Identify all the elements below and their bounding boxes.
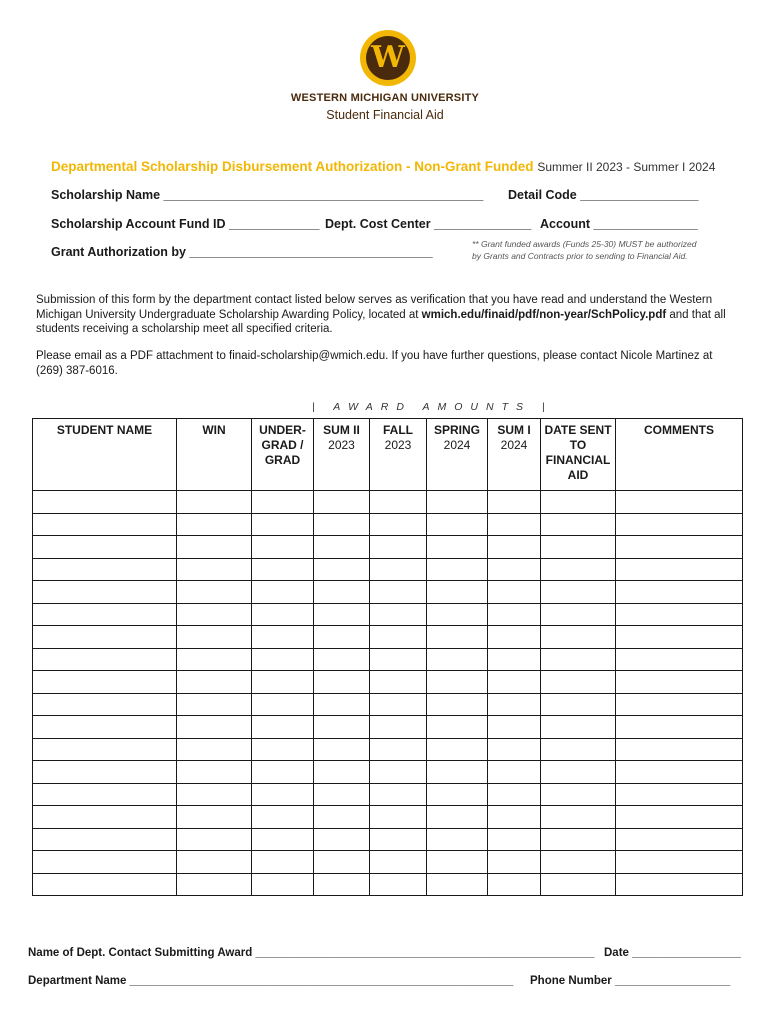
column-header-label: WIN	[202, 423, 226, 437]
column-header	[33, 419, 177, 491]
table-cell[interactable]	[314, 806, 370, 829]
table-cell[interactable]	[252, 648, 314, 671]
table-cell[interactable]	[177, 491, 252, 514]
table-cell[interactable]	[427, 828, 488, 851]
dept-contact-field[interactable]: Name of Dept. Contact Submitting Award _____________________________________________________	[28, 947, 595, 959]
table-cell[interactable]	[488, 648, 541, 671]
table-cell[interactable]	[177, 626, 252, 649]
scholarship-name-field[interactable]: Scholarship Name ______________________________________________	[51, 188, 484, 202]
table-cell[interactable]	[370, 761, 427, 784]
table-cell[interactable]	[541, 873, 616, 896]
table-cell[interactable]	[427, 671, 488, 694]
table-cell[interactable]	[252, 558, 314, 581]
column-header-year: 2023	[384, 438, 412, 452]
table-cell[interactable]	[616, 581, 743, 604]
table-cell[interactable]	[616, 851, 743, 874]
table-cell[interactable]	[370, 783, 427, 806]
table-cell[interactable]	[33, 716, 177, 739]
table-cell[interactable]	[488, 513, 541, 536]
column-header	[616, 419, 743, 491]
table-cell[interactable]	[177, 873, 252, 896]
table-cell[interactable]	[616, 738, 743, 761]
table-cell[interactable]	[252, 851, 314, 874]
wmu-logo	[360, 30, 416, 86]
table-cell[interactable]	[370, 536, 427, 559]
table-cell[interactable]	[541, 783, 616, 806]
account-field[interactable]: Account _______________	[540, 217, 698, 231]
table-cell[interactable]	[177, 558, 252, 581]
contact-paragraph: Please email as a PDF attachment to finaid-scholarship@wmich.edu. If you have further questions, please contact Nicole Martinez at (269) 387-6016.	[36, 350, 713, 377]
table-cell[interactable]	[314, 513, 370, 536]
column-header-label: SUM II	[323, 423, 360, 437]
table-cell[interactable]	[541, 693, 616, 716]
table-row	[33, 693, 743, 716]
phone-number-field[interactable]: Phone Number __________________	[530, 975, 731, 987]
table-row	[33, 603, 743, 626]
table-cell[interactable]	[33, 581, 177, 604]
table-body	[33, 491, 743, 896]
table-cell[interactable]	[314, 671, 370, 694]
column-header	[370, 419, 427, 491]
table-cell[interactable]	[314, 716, 370, 739]
table-row	[33, 558, 743, 581]
table-cell[interactable]	[370, 738, 427, 761]
table-cell[interactable]	[427, 761, 488, 784]
table-cell[interactable]	[427, 716, 488, 739]
column-header-year: 2024	[443, 438, 471, 452]
table-cell[interactable]	[488, 806, 541, 829]
table-cell[interactable]	[33, 806, 177, 829]
table-cell[interactable]	[314, 603, 370, 626]
table-cell[interactable]	[177, 648, 252, 671]
table-cell[interactable]	[252, 873, 314, 896]
table-cell[interactable]	[488, 738, 541, 761]
table-row	[33, 851, 743, 874]
detail-code-field[interactable]: Detail Code _________________	[508, 188, 699, 202]
table-cell[interactable]	[541, 626, 616, 649]
award-amounts-label: | AWARD AMOUNTS |	[312, 401, 553, 413]
table-cell[interactable]	[541, 716, 616, 739]
table-cell[interactable]	[616, 761, 743, 784]
table-cell[interactable]	[252, 671, 314, 694]
table-cell[interactable]	[252, 783, 314, 806]
table-cell[interactable]	[427, 536, 488, 559]
table-cell[interactable]	[541, 491, 616, 514]
table-cell[interactable]	[541, 581, 616, 604]
column-header-label: COMMENTS	[644, 423, 714, 437]
date-field[interactable]: Date _________________	[604, 947, 741, 959]
table-cell[interactable]	[252, 806, 314, 829]
table-cell[interactable]	[370, 716, 427, 739]
table-cell[interactable]	[252, 626, 314, 649]
table-cell[interactable]	[488, 491, 541, 514]
table-row	[33, 671, 743, 694]
table-cell[interactable]	[252, 491, 314, 514]
table-cell[interactable]	[370, 851, 427, 874]
fund-id-field[interactable]: Scholarship Account Fund ID _____________	[51, 217, 320, 231]
column-header	[314, 419, 370, 491]
table-cell[interactable]	[488, 536, 541, 559]
grant-note	[472, 238, 722, 262]
table-cell[interactable]	[488, 761, 541, 784]
table-cell[interactable]	[314, 558, 370, 581]
table-cell[interactable]	[177, 828, 252, 851]
table-row	[33, 828, 743, 851]
table-cell[interactable]	[616, 513, 743, 536]
grant-note-line2: by Grants and Contracts prior to sending to Financial Aid.	[472, 251, 688, 261]
table-cell[interactable]	[616, 648, 743, 671]
table-cell[interactable]	[541, 806, 616, 829]
table-cell[interactable]	[427, 806, 488, 829]
table-cell[interactable]	[616, 603, 743, 626]
table-cell[interactable]	[370, 513, 427, 536]
table-cell[interactable]	[33, 603, 177, 626]
table-cell[interactable]	[33, 626, 177, 649]
column-header-label: FALL	[383, 423, 413, 437]
table-cell[interactable]	[177, 581, 252, 604]
scholarship-table	[32, 418, 743, 896]
table-cell[interactable]	[488, 671, 541, 694]
table-cell[interactable]	[33, 828, 177, 851]
department-name-field[interactable]: Department Name ____________________________________________________________	[28, 975, 514, 987]
table-cell[interactable]	[252, 828, 314, 851]
table-cell[interactable]	[541, 761, 616, 784]
column-header	[177, 419, 252, 491]
table-cell[interactable]	[370, 873, 427, 896]
table-cell[interactable]	[541, 828, 616, 851]
table-cell[interactable]	[314, 581, 370, 604]
table-cell[interactable]	[541, 851, 616, 874]
column-header	[541, 419, 616, 491]
table-cell[interactable]	[541, 648, 616, 671]
table-cell[interactable]	[177, 513, 252, 536]
column-header-label: DATE SENT TO FINANCIAL AID	[544, 423, 612, 482]
table-cell[interactable]	[252, 513, 314, 536]
table-cell[interactable]	[33, 873, 177, 896]
table-cell[interactable]	[370, 603, 427, 626]
table-cell[interactable]	[488, 716, 541, 739]
table-cell[interactable]	[488, 873, 541, 896]
table-cell[interactable]	[314, 783, 370, 806]
table-cell[interactable]	[177, 783, 252, 806]
table-cell[interactable]	[427, 558, 488, 581]
table-cell[interactable]	[541, 513, 616, 536]
table-cell[interactable]	[370, 491, 427, 514]
table-cell[interactable]	[541, 671, 616, 694]
column-header-year: 2023	[328, 438, 355, 452]
table-row	[33, 513, 743, 536]
policy-text-a: Submission of this form by the department contact listed below serves as verification that you have read and understand the Western Michigan University Undergraduate Scholarship Awarding Policy, located at	[36, 294, 713, 321]
term-range: Summer II 2023 - Summer I 2024	[537, 160, 716, 174]
table-cell[interactable]	[427, 626, 488, 649]
form-title: Departmental Scholarship Disbursement Authorization - Non-Grant Funded	[51, 159, 534, 174]
table-row	[33, 491, 743, 514]
table-row	[33, 783, 743, 806]
table-cell[interactable]	[488, 626, 541, 649]
table-row	[33, 626, 743, 649]
table-cell[interactable]	[488, 603, 541, 626]
table-cell[interactable]	[252, 761, 314, 784]
table-cell[interactable]	[427, 693, 488, 716]
table-cell[interactable]	[314, 536, 370, 559]
university-name: WESTERN MICHIGAN UNIVERSITY	[290, 92, 480, 104]
table-cell[interactable]	[370, 648, 427, 671]
table-row	[33, 536, 743, 559]
table-cell[interactable]	[427, 873, 488, 896]
table-cell[interactable]	[370, 806, 427, 829]
column-header-label: SPRING	[433, 423, 480, 437]
table-cell[interactable]	[541, 603, 616, 626]
table-cell[interactable]	[252, 536, 314, 559]
table-cell[interactable]	[427, 851, 488, 874]
table-cell[interactable]	[427, 513, 488, 536]
table-cell[interactable]	[177, 851, 252, 874]
logo-outer-ring	[360, 30, 416, 86]
table-row	[33, 581, 743, 604]
table-cell[interactable]	[33, 761, 177, 784]
table-cell[interactable]	[33, 513, 177, 536]
table-cell[interactable]	[427, 603, 488, 626]
table-cell[interactable]	[616, 536, 743, 559]
table-cell[interactable]	[616, 806, 743, 829]
table-row	[33, 738, 743, 761]
table-cell[interactable]	[33, 536, 177, 559]
table-cell[interactable]	[177, 671, 252, 694]
form-title-line	[51, 159, 715, 174]
grant-authorization-field[interactable]: Grant Authorization by ___________________________________	[51, 245, 433, 259]
table-cell[interactable]	[370, 671, 427, 694]
table-cell[interactable]	[541, 558, 616, 581]
table-cell[interactable]	[427, 738, 488, 761]
table-cell[interactable]	[177, 761, 252, 784]
table-row	[33, 806, 743, 829]
column-header-year: 2024	[500, 438, 528, 452]
table-cell[interactable]	[177, 693, 252, 716]
table-cell[interactable]	[314, 738, 370, 761]
column-header	[427, 419, 488, 491]
grant-note-line1: ** Grant funded awards (Funds 25-30) MUST be authorized	[472, 239, 697, 249]
table-cell[interactable]	[252, 603, 314, 626]
table-cell[interactable]	[616, 873, 743, 896]
table-cell[interactable]	[616, 783, 743, 806]
table-cell[interactable]	[370, 693, 427, 716]
column-header	[252, 419, 314, 491]
table-cell[interactable]	[616, 558, 743, 581]
table-cell[interactable]	[33, 558, 177, 581]
table-cell[interactable]	[314, 828, 370, 851]
table-cell[interactable]	[314, 491, 370, 514]
table-cell[interactable]	[314, 873, 370, 896]
table-cell[interactable]	[370, 828, 427, 851]
table-cell[interactable]	[488, 828, 541, 851]
table-cell[interactable]	[33, 693, 177, 716]
table-cell[interactable]	[488, 693, 541, 716]
table-row	[33, 716, 743, 739]
table-cell[interactable]	[616, 491, 743, 514]
table-cell[interactable]	[370, 581, 427, 604]
table-header-row	[33, 419, 743, 491]
table-cell[interactable]	[177, 806, 252, 829]
table-cell[interactable]	[33, 671, 177, 694]
table-cell[interactable]	[370, 626, 427, 649]
table-cell[interactable]	[314, 761, 370, 784]
table-cell[interactable]	[252, 693, 314, 716]
table-cell[interactable]	[427, 648, 488, 671]
table-cell[interactable]	[616, 671, 743, 694]
logo-letter: W	[366, 36, 410, 80]
column-header-label: UNDER-GRAD / GRAD	[259, 423, 306, 467]
column-header	[488, 419, 541, 491]
table-cell[interactable]	[314, 648, 370, 671]
table-cell[interactable]	[314, 626, 370, 649]
table-cell[interactable]	[541, 738, 616, 761]
table-cell[interactable]	[177, 738, 252, 761]
table-cell[interactable]	[177, 536, 252, 559]
table-cell[interactable]	[616, 828, 743, 851]
table-cell[interactable]	[177, 716, 252, 739]
table-cell[interactable]	[33, 783, 177, 806]
policy-link[interactable]: wmich.edu/finaid/pdf/non-year/SchPolicy.pdf	[421, 308, 667, 321]
department-name: Student Financial Aid	[326, 108, 444, 122]
table-cell[interactable]	[33, 491, 177, 514]
table-row	[33, 648, 743, 671]
table-cell[interactable]	[427, 581, 488, 604]
table-cell[interactable]	[427, 783, 488, 806]
cost-center-field[interactable]: Dept. Cost Center ______________	[325, 217, 532, 231]
table-cell[interactable]	[33, 648, 177, 671]
table-cell[interactable]	[616, 716, 743, 739]
table-cell[interactable]	[488, 851, 541, 874]
table-cell[interactable]	[488, 783, 541, 806]
table-cell[interactable]	[488, 558, 541, 581]
table-cell[interactable]	[177, 603, 252, 626]
table-cell[interactable]	[252, 581, 314, 604]
policy-paragraph	[36, 293, 736, 337]
table-row	[33, 873, 743, 896]
table-cell[interactable]	[616, 626, 743, 649]
table-cell[interactable]	[370, 558, 427, 581]
table-cell[interactable]	[33, 738, 177, 761]
table-row	[33, 761, 743, 784]
table-cell[interactable]	[252, 716, 314, 739]
table-cell[interactable]	[541, 536, 616, 559]
table-cell[interactable]	[488, 581, 541, 604]
policy-text-b: and that all students receiving a scholarship meet all specified criteria.	[36, 308, 726, 335]
column-header-label: SUM I	[497, 423, 531, 437]
table-cell[interactable]	[252, 738, 314, 761]
table-cell[interactable]	[314, 851, 370, 874]
column-header-label: STUDENT NAME	[56, 423, 153, 437]
table-cell[interactable]	[616, 693, 743, 716]
table-cell[interactable]	[314, 693, 370, 716]
table-cell[interactable]	[33, 851, 177, 874]
table-cell[interactable]	[427, 491, 488, 514]
